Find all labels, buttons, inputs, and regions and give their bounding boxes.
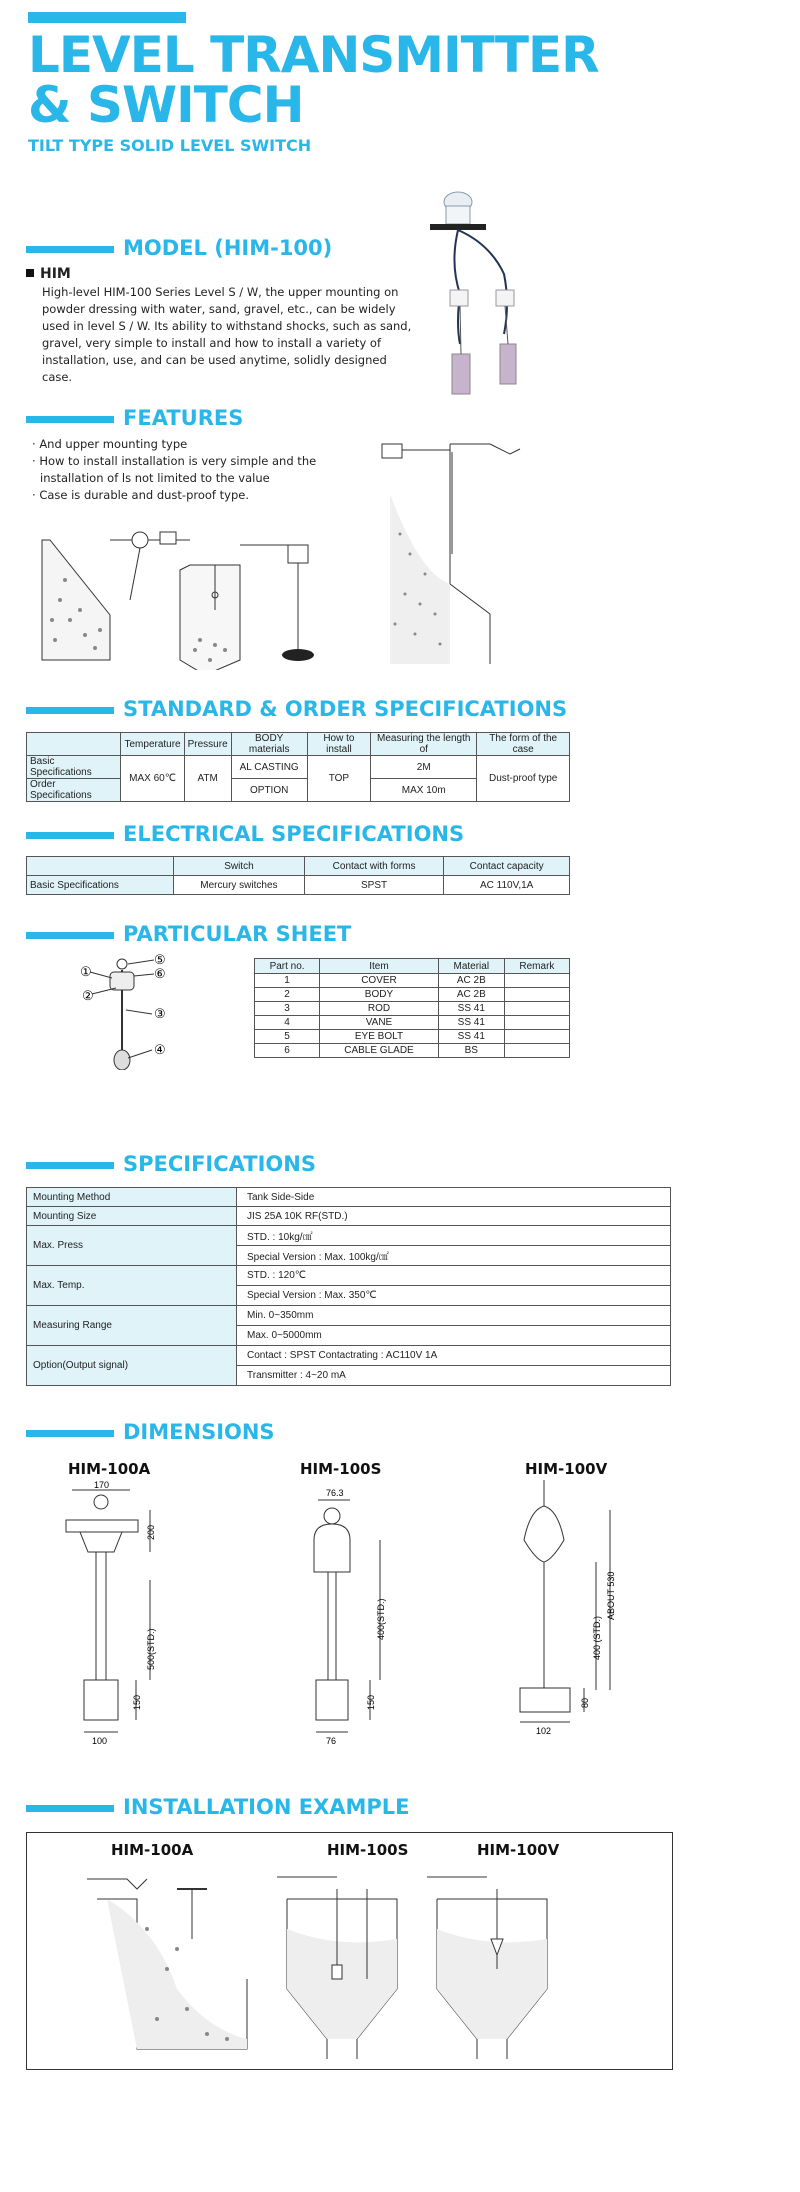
feature-item: · How to install installation is very simple and the installation of ls not limited to the value [32,454,317,485]
specifications-table [26,1187,671,1386]
title-line-2: & SWITCH [28,76,304,134]
section-installation-example [26,1793,646,1821]
section-bar [26,832,114,839]
table-row: Special Version : Max. 100kg/㎠ [27,1246,671,1266]
dim-model-label: HIM-100A [68,1460,151,1478]
svg-text:76.3: 76.3 [326,1488,344,1498]
svg-text:ABOUT 530: ABOUT 530 [606,1571,616,1620]
table-row: Transmitter : 4~20 mA [27,1366,671,1386]
svg-text:170: 170 [94,1480,110,1490]
table-header-row: Part no. Item Material Remark [255,959,570,974]
section-heading: ELECTRICAL SPECIFICATIONS [123,822,465,846]
svg-text:100: 100 [92,1736,108,1746]
callout-2: ② [82,988,94,1003]
square-bullet-icon [26,269,34,277]
callout-3: ③ [154,1006,166,1021]
section-dimensions [26,1418,646,1446]
section-heading: FEATURES [123,406,244,430]
table-row: Mounting Size JIS 25A 10K RF(STD.) [27,1207,671,1226]
section-heading: MODEL (HIM-100) [123,236,333,260]
dim-drawing-him-100s [290,1480,420,1750]
svg-text:150: 150 [132,1694,142,1710]
installation-frame [26,1832,673,2070]
table-row: 3 ROD SS 41 [255,1002,570,1016]
table-row: Mounting Method Tank Side-Side [27,1188,671,1207]
svg-text:150: 150 [366,1694,376,1710]
product-photo [420,184,560,404]
table-row: Max. Press STD. : 10kg/㎠ [27,1226,671,1246]
dim-model-label: HIM-100V [525,1460,608,1478]
section-bar [26,246,114,253]
section-bar [26,707,114,714]
table-row: 1 COVER AC 2B [255,974,570,988]
table-row: Basic Specifications MAX 60℃ ATM AL CASTING TOP 2M Dust-proof type [27,756,570,779]
section-features [26,404,646,432]
section-bar [26,1162,114,1169]
svg-text:500(STD.): 500(STD.) [146,1628,156,1670]
table-row: 4 VANE SS 41 [255,1016,570,1030]
table-row: Special Version : Max. 350℃ [27,1286,671,1306]
install-drawing-him-100s [277,1869,427,2059]
section-heading: INSTALLATION EXAMPLE [123,1795,410,1819]
section-electrical [26,820,646,848]
section-standard-order [26,695,646,723]
section-bar [26,1805,114,1812]
callout-5: ⑤ [154,952,166,967]
particular-table [254,958,570,1058]
page-subtitle: TILT TYPE SOLID LEVEL SWITCH [28,136,312,155]
electrical-table [26,856,570,895]
table-row: 6 CABLE GLADE BS [255,1044,570,1058]
particular-parts-diagram [70,950,190,1070]
header-accent-bar [28,12,186,23]
section-heading: SPECIFICATIONS [123,1152,316,1176]
section-heading: STANDARD & ORDER SPECIFICATIONS [123,697,568,721]
section-specifications [26,1150,646,1178]
svg-text:102: 102 [536,1726,552,1736]
section-heading: DIMENSIONS [123,1420,275,1444]
svg-text:400(STD.): 400(STD.) [376,1598,386,1640]
section-bar [26,416,114,423]
features-tank-diagram [40,520,340,670]
install-drawing-him-100a [87,1869,257,2059]
model-description: High-level HIM-100 Series Level S / W, the upper mounting on powder dressing with water, sand, gravel, etc., can be widely used in level S / W. Its ability to withstand shocks, such as sand, gravel, very simple to install and how to install a variety of installation, use, and can be used anytime, solidly designed case. [42,285,412,384]
section-bar [26,1430,114,1437]
section-heading: PARTICULAR SHEET [123,922,352,946]
svg-text:200: 200 [146,1524,156,1540]
dim-model-label: HIM-100S [300,1460,382,1478]
dim-drawing-him-100a [50,1480,180,1750]
table-row: 5 EYE BOLT SS 41 [255,1030,570,1044]
install-drawing-him-100v [427,1869,577,2059]
table-header-row: Switch Contact with forms Contact capacity [27,857,570,876]
table-row: Max. Temp. STD. : 120℃ [27,1266,671,1286]
feature-item: · And upper mounting type [32,437,188,451]
install-model-label: HIM-100V [477,1841,560,1859]
features-list [32,436,332,504]
dim-drawing-him-100v [500,1480,640,1750]
title-line-1: LEVEL TRANSMITTER [28,26,599,84]
page-title [28,26,599,134]
svg-text:400 (STD.): 400 (STD.) [592,1615,602,1660]
features-silo-diagram [380,434,570,664]
svg-text:76: 76 [326,1736,337,1746]
install-model-label: HIM-100S [327,1841,409,1859]
table-row: Max. 0~5000mm [27,1326,671,1346]
svg-text:80: 80 [580,1697,590,1708]
section-particular-sheet [26,920,646,948]
feature-item: · Case is durable and dust-proof type. [32,488,249,502]
table-row: Order Specifications OPTION MAX 10m [27,779,570,802]
table-row: 2 BODY AC 2B [255,988,570,1002]
install-model-label: HIM-100A [111,1841,194,1859]
callout-4: ④ [154,1042,166,1057]
callout-1: ① [80,964,92,979]
standard-order-table [26,732,570,802]
callout-6: ⑥ [154,966,166,981]
model-name: HIM [26,266,71,282]
table-header-row: Temperature Pressure BODY materials How to install Measuring the length of The form of the case [27,733,570,756]
section-bar [26,932,114,939]
table-row: Measuring Range Min. 0~350mm [27,1306,671,1326]
table-row: Option(Output signal) Contact : SPST Contactrating : AC110V 1A [27,1346,671,1366]
table-row: Basic Specifications Mercury switches SPST AC 110V,1A [27,876,570,895]
